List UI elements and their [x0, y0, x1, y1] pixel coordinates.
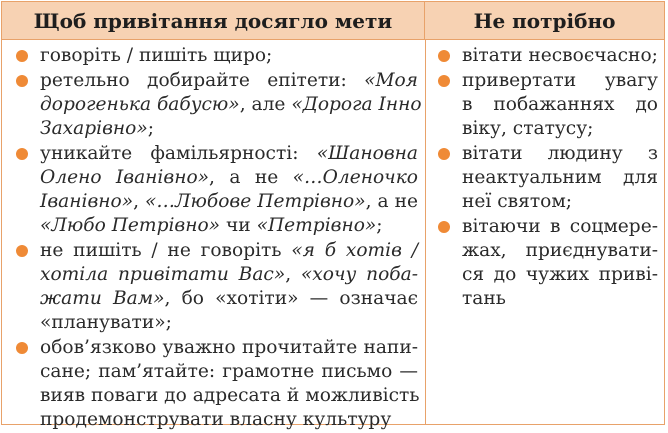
text-segment: , але	[239, 94, 292, 115]
quoted-example: «…Оленочко	[292, 167, 419, 188]
quoted-example: «Дорога Інно	[291, 94, 422, 115]
list-item	[436, 44, 658, 68]
text-line	[462, 263, 658, 287]
text-segment: не пишіть / не говоріть	[40, 240, 292, 261]
text-line	[40, 190, 418, 214]
text-line	[40, 336, 418, 360]
left-column	[14, 44, 422, 433]
list-item	[14, 239, 418, 335]
text-line	[462, 142, 658, 166]
text-line	[462, 239, 658, 263]
header-right-label: Не потрібно	[473, 8, 616, 33]
list-item	[14, 69, 422, 141]
text-line	[462, 44, 658, 68]
text-segment: ретельно добирайте епітети:	[40, 70, 365, 91]
quoted-example: Іванівно»	[40, 191, 134, 212]
text-segment: продемонструвати власну культуру	[40, 409, 392, 430]
text-line	[462, 287, 658, 311]
text-segment: неї святом;	[462, 191, 573, 212]
text-segment: привертати увагу	[462, 70, 658, 91]
column-divider	[425, 40, 426, 424]
text-line	[40, 311, 418, 335]
text-segment: ;	[376, 215, 383, 236]
header-left	[2, 2, 425, 40]
text-line	[462, 69, 658, 93]
list-item	[14, 44, 418, 68]
text-line	[462, 190, 658, 214]
quoted-example: жати Вам»	[40, 288, 165, 309]
quoted-example: «Любо Петрівно»	[40, 215, 221, 236]
text-segment: ,	[133, 191, 146, 212]
text-segment: вияв поваги до адресата й можливість	[40, 385, 420, 406]
text-line	[40, 69, 418, 93]
quoted-example: «Моя	[364, 70, 418, 91]
text-line	[462, 166, 658, 190]
text-line	[462, 93, 658, 117]
text-line	[462, 215, 658, 239]
quoted-example: «Петрівно»	[256, 215, 377, 236]
text-line	[40, 93, 422, 117]
text-line	[40, 44, 418, 68]
list-item	[14, 142, 418, 238]
text-line	[40, 142, 418, 166]
bullet-dot-icon	[438, 148, 450, 160]
quoted-example: дорогенька бабусю»	[40, 94, 240, 115]
text-segment: тань	[462, 288, 506, 309]
bullet-dot-icon	[438, 75, 450, 87]
text-line	[462, 117, 658, 141]
bullet-dot-icon	[16, 50, 28, 62]
quoted-example: «я б хотів /	[291, 240, 418, 261]
text-line	[40, 263, 418, 287]
text-segment: ся до чужих приві-	[462, 264, 658, 285]
right-column	[436, 44, 658, 312]
bullet-dot-icon	[438, 221, 450, 233]
text-segment: жах, приєднувати-	[462, 240, 658, 261]
list-item	[14, 336, 418, 432]
bullet-dot-icon	[16, 148, 28, 160]
text-segment: уникайте фамільярності:	[40, 143, 317, 164]
text-segment: ,	[285, 264, 301, 285]
text-segment: сане; пам’ятайте: грамотне письмо —	[40, 361, 418, 382]
text-segment: вітаючи в соцмере-	[462, 216, 658, 237]
quoted-example: хотіла привітати Вас»	[40, 264, 286, 285]
list-item	[436, 142, 658, 214]
text-segment: вітати несвоєчасно;	[462, 45, 658, 66]
text-line	[40, 408, 418, 432]
bullet-dot-icon	[16, 342, 28, 354]
text-line	[40, 214, 418, 238]
text-segment: віку, статусу;	[462, 118, 594, 139]
text-segment: , а не	[365, 191, 418, 212]
header-right	[425, 2, 664, 40]
text-segment: , бо «хотіти» — означає	[164, 288, 418, 309]
list-item	[436, 215, 658, 311]
bullet-dot-icon	[16, 245, 28, 257]
quoted-example: «Шановна	[316, 143, 418, 164]
text-line	[40, 360, 418, 384]
text-segment: неактуальним для	[462, 167, 658, 188]
quoted-example: «хочу поба-	[300, 264, 418, 285]
header-left-label: Щоб привітання досягло мети	[33, 8, 393, 33]
bullet-dot-icon	[438, 50, 450, 62]
list-item	[436, 69, 658, 141]
text-line	[40, 117, 418, 141]
quoted-example: «…Любове Петрівно»	[145, 191, 366, 212]
text-segment: ;	[147, 118, 154, 139]
text-segment: вітати людину з	[462, 143, 658, 164]
text-line	[40, 287, 418, 311]
text-segment: чи	[220, 215, 257, 236]
guidelines-table	[1, 1, 665, 430]
text-segment: обов’язково уважно прочитайте напи-	[40, 337, 418, 358]
text-line	[40, 384, 418, 408]
bullet-dot-icon	[16, 75, 28, 87]
text-line	[40, 239, 418, 263]
text-segment: «планувати»;	[40, 312, 172, 333]
quoted-example: Олено Іванівно»	[40, 167, 210, 188]
text-segment: говоріть / пишіть щиро;	[40, 45, 273, 66]
quoted-example: Захарівно»	[40, 118, 148, 139]
text-segment: в побажаннях до	[462, 94, 658, 115]
text-segment: , а не	[209, 167, 293, 188]
text-line	[40, 166, 418, 190]
